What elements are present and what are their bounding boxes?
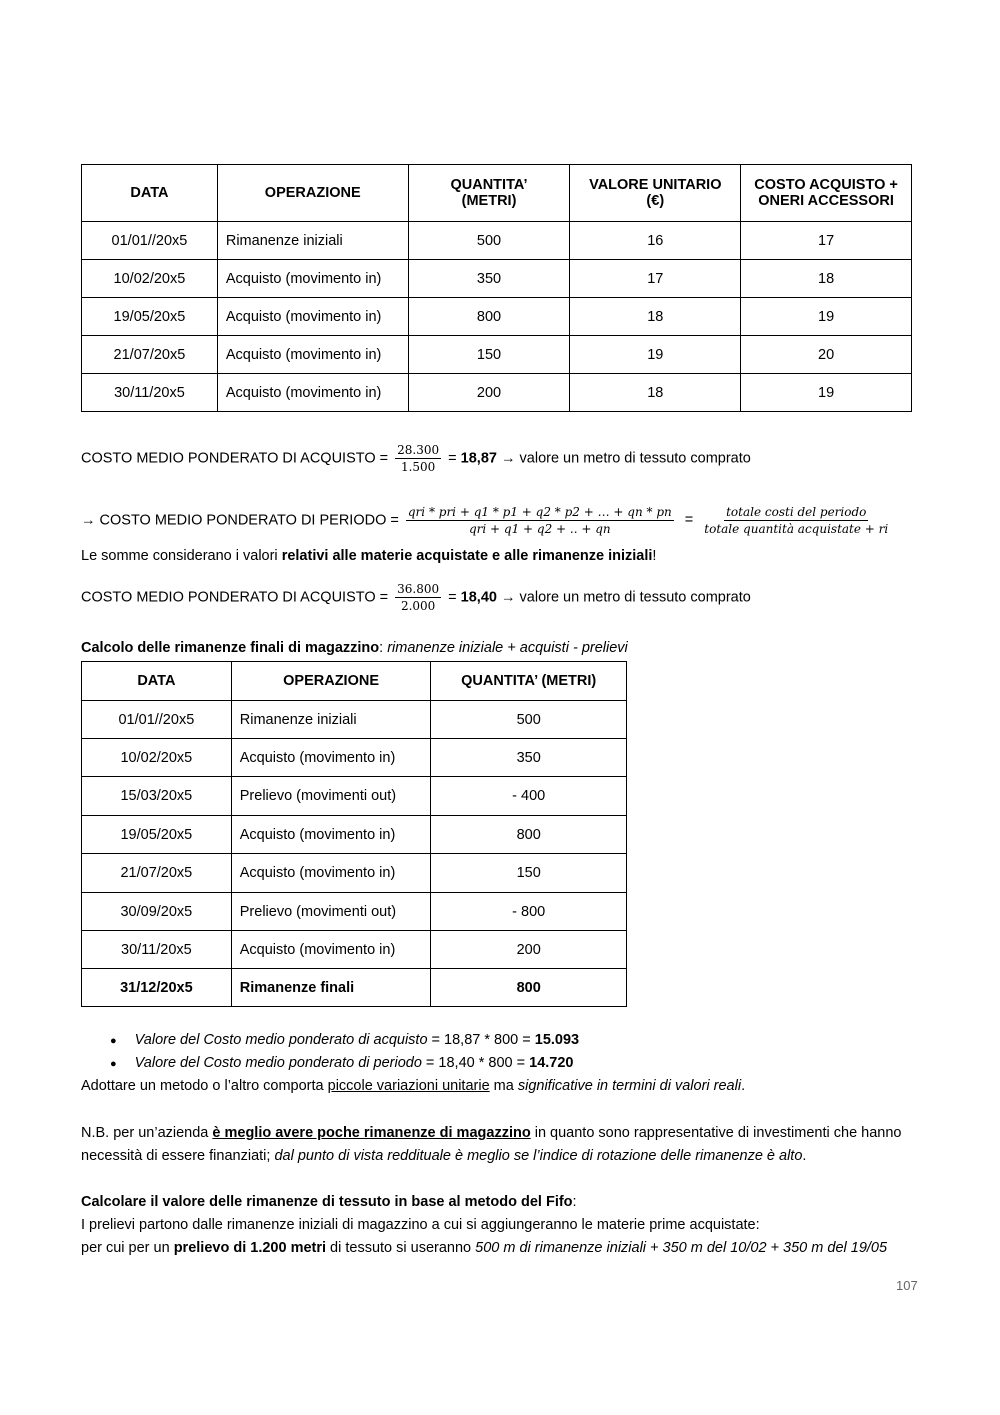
fraction [395, 582, 441, 613]
cell-operation: Prelievo (movimenti out) [231, 893, 431, 931]
fraction-denominator: totale quantità acquistate + ri [704, 522, 889, 536]
cell-date: 30/09/20x5 [82, 893, 232, 931]
fifo-line2-italic: 500 m di rimanenze iniziali + 350 m del 10/02 + 350 m del 19/05 [475, 1240, 888, 1256]
cell-operation: Acquisto (movimento in) [217, 336, 408, 374]
cell-date: 15/03/20x5 [82, 777, 232, 816]
cell-operation: Rimanenze finali [231, 969, 431, 1007]
bullet-result: 15.093 [534, 1032, 580, 1048]
header-quantita: QUANTITA’ (METRI) [431, 662, 627, 701]
sum-note [81, 546, 656, 566]
bullet-calc: = 18,40 * 800 = [421, 1055, 530, 1071]
nb-line-1 [81, 1123, 902, 1143]
cell-cost: 18 [741, 260, 912, 298]
cell-date: 21/07/20x5 [82, 854, 232, 893]
formula-weighted-purchase-cost-1 [81, 443, 751, 474]
cell-operation: Acquisto (movimento in) [231, 816, 431, 854]
cell-unit-value: 18 [570, 298, 741, 336]
list-item [110, 1030, 579, 1051]
bullet-calc: = 18,87 * 800 = [427, 1032, 535, 1048]
cell-operation: Acquisto (movimento in) [231, 931, 431, 969]
header-valore-unitario: VALORE UNITARIO (€) [570, 165, 741, 222]
fraction-denominator: qri + q1 + q2 + .. + qn [468, 522, 611, 536]
equals-sign: = [684, 512, 694, 529]
cell-quantity: 800 [431, 816, 627, 854]
cell-quantity: 800 [431, 969, 627, 1007]
cell-quantity: - 400 [431, 777, 627, 816]
formula-suffix: → valore un metro di tessuto comprato [501, 450, 751, 467]
cell-operation: Rimanenze iniziali [217, 222, 408, 260]
cell-operation: Acquisto (movimento in) [231, 854, 431, 893]
bullet-label: Valore del Costo medio ponderato di acquisto [134, 1032, 428, 1048]
fraction-denominator: 2.000 [400, 599, 436, 613]
cell-quantity: 150 [431, 854, 627, 893]
cell-date: 30/11/20x5 [82, 931, 232, 969]
header-operazione: OPERAZIONE [231, 662, 431, 701]
table-row [82, 298, 912, 336]
header-operazione: OPERAZIONE [217, 165, 408, 222]
table-row [82, 931, 627, 969]
header-data: DATA [82, 662, 232, 701]
nb-line2-end: . [802, 1148, 807, 1164]
formula-label: → COSTO MEDIO PONDERATO DI PERIODO = [81, 512, 399, 529]
conclusion-underline: piccole variazioni unitarie [327, 1078, 490, 1094]
fraction-totals [704, 505, 888, 536]
section-separator: : [379, 640, 388, 656]
fifo-line2-start: per cui per un [81, 1240, 174, 1256]
fifo-title [81, 1192, 577, 1212]
header-data: DATA [82, 165, 218, 222]
fraction-numerator: qri * pri + q1 * p1 + q2 * p2 + … + qn * pn [407, 505, 672, 519]
cell-date: 19/05/20x5 [82, 298, 218, 336]
bullet-label: Valore del Costo medio ponderato di periodo [134, 1055, 422, 1071]
formula-label: COSTO MEDIO PONDERATO DI ACQUISTO = [81, 589, 389, 606]
nb-line2-start: necessità di essere finanziati; [81, 1148, 275, 1164]
table-header-row [82, 662, 627, 701]
formula-label: COSTO MEDIO PONDERATO DI ACQUISTO = [81, 450, 389, 467]
formula-suffix: → valore un metro di tessuto comprato [501, 589, 751, 606]
cell-date: 30/11/20x5 [82, 374, 218, 412]
fifo-title-text: Calcolare il valore delle rimanenze di tessuto in base al metodo del Fifo [81, 1194, 573, 1210]
section-title-final-inventory [81, 638, 628, 658]
bullet-result: 14.720 [529, 1055, 574, 1071]
fraction-denominator: 1.500 [400, 460, 436, 474]
table-row [82, 777, 627, 816]
conclusion-text [81, 1076, 745, 1096]
cell-cost: 20 [741, 336, 912, 374]
note-text: Le somme considerano i valori [81, 548, 282, 564]
cell-quantity: 150 [408, 336, 570, 374]
cell-quantity: 500 [408, 222, 570, 260]
cell-quantity: 350 [408, 260, 570, 298]
fifo-line-2 [81, 1238, 887, 1258]
page-number: 107 [896, 1278, 918, 1293]
fifo-line2-mid: di tessuto si useranno [326, 1240, 476, 1256]
cell-quantity: 500 [431, 701, 627, 739]
table-row [82, 816, 627, 854]
conclusion-mid: ma [489, 1078, 518, 1094]
fraction-numerator: totale costi del periodo [726, 505, 867, 519]
cell-unit-value: 18 [570, 374, 741, 412]
equals-sign: = [448, 589, 457, 606]
cell-quantity: 200 [408, 374, 570, 412]
nb-emphasis: è meglio avere poche rimanenze di magazzino [212, 1125, 531, 1141]
section-subtitle: rimanenze iniziale + acquisti - prelievi [387, 640, 628, 656]
cell-date: 01/01//20x5 [82, 222, 218, 260]
formula-weighted-purchase-cost-2 [81, 582, 751, 613]
bullet-icon: ● [110, 1058, 117, 1070]
table-row [82, 739, 627, 777]
section-title: Calcolo delle rimanenze finali di magazzino [81, 640, 380, 656]
cell-cost: 19 [741, 374, 912, 412]
cell-operation: Rimanenze iniziali [231, 701, 431, 739]
cell-quantity: 800 [408, 298, 570, 336]
table-header-row [82, 165, 912, 222]
note-bold: relativi alle materie acquistate e alle rimanenze iniziali [281, 548, 653, 564]
header-quantita: QUANTITA’ (METRI) [408, 165, 570, 222]
cell-operation: Prelievo (movimenti out) [231, 777, 431, 816]
cell-date: 31/12/20x5 [82, 969, 232, 1007]
cell-operation: Acquisto (movimento in) [217, 298, 408, 336]
cell-cost: 17 [741, 222, 912, 260]
cell-date: 19/05/20x5 [82, 816, 232, 854]
conclusion-end: . [741, 1078, 746, 1094]
cell-unit-value: 16 [570, 222, 741, 260]
cell-quantity: - 800 [431, 893, 627, 931]
fraction [395, 443, 441, 474]
equals-sign: = [448, 450, 457, 467]
table-row [82, 854, 627, 893]
fifo-line-1 [81, 1215, 760, 1235]
table-row [82, 701, 627, 739]
cell-unit-value: 19 [570, 336, 741, 374]
cell-date: 10/02/20x5 [82, 739, 232, 777]
formula-result: 18,40 [460, 589, 497, 606]
conclusion-italic: significative in termini di valori reali [517, 1078, 742, 1094]
inventory-table [81, 661, 627, 1007]
nb-end: in quanto sono rappresentative di investimenti che hanno [530, 1125, 902, 1141]
cell-date: 01/01//20x5 [82, 701, 232, 739]
table-total-row [82, 969, 627, 1007]
cell-date: 21/07/20x5 [82, 336, 218, 374]
cell-cost: 19 [741, 298, 912, 336]
fifo-line2-bold: prelievo di 1.200 metri [173, 1240, 327, 1256]
note-end: ! [652, 548, 657, 564]
formula-result: 18,87 [460, 450, 497, 467]
fraction-numerator: 36.800 [397, 582, 440, 596]
cell-unit-value: 17 [570, 260, 741, 298]
nb-line2-italic: dal punto di vista reddituale è meglio se l’indice di rotazione delle rimanenze è alto [274, 1148, 803, 1164]
header-costo-acquisto: COSTO ACQUISTO + ONERI ACCESSORI [741, 165, 912, 222]
fraction-numerator: 28.300 [397, 443, 440, 457]
list-item [110, 1053, 573, 1074]
table-row [82, 222, 912, 260]
table-row [82, 260, 912, 298]
fifo-line1-text: I prelievi partono dalle rimanenze iniziali di magazzino a cui si aggiungeranno le materie prime acquistate: [81, 1217, 760, 1233]
cell-date: 10/02/20x5 [82, 260, 218, 298]
cell-operation: Acquisto (movimento in) [217, 374, 408, 412]
table-row [82, 374, 912, 412]
fifo-title-colon: : [572, 1194, 577, 1210]
nb-start: N.B. per un’azienda [81, 1125, 213, 1141]
table-row [82, 336, 912, 374]
formula-weighted-period-cost [81, 505, 891, 536]
fraction-generic [406, 505, 674, 536]
cell-quantity: 200 [431, 931, 627, 969]
cell-operation: Acquisto (movimento in) [217, 260, 408, 298]
table-row [82, 893, 627, 931]
nb-line-2 [81, 1146, 806, 1166]
conclusion-start: Adottare un metodo o l’altro comporta [81, 1078, 328, 1094]
cell-quantity: 350 [431, 739, 627, 777]
cell-operation: Acquisto (movimento in) [231, 739, 431, 777]
bullet-icon: ● [110, 1035, 117, 1047]
purchases-table [81, 164, 912, 412]
